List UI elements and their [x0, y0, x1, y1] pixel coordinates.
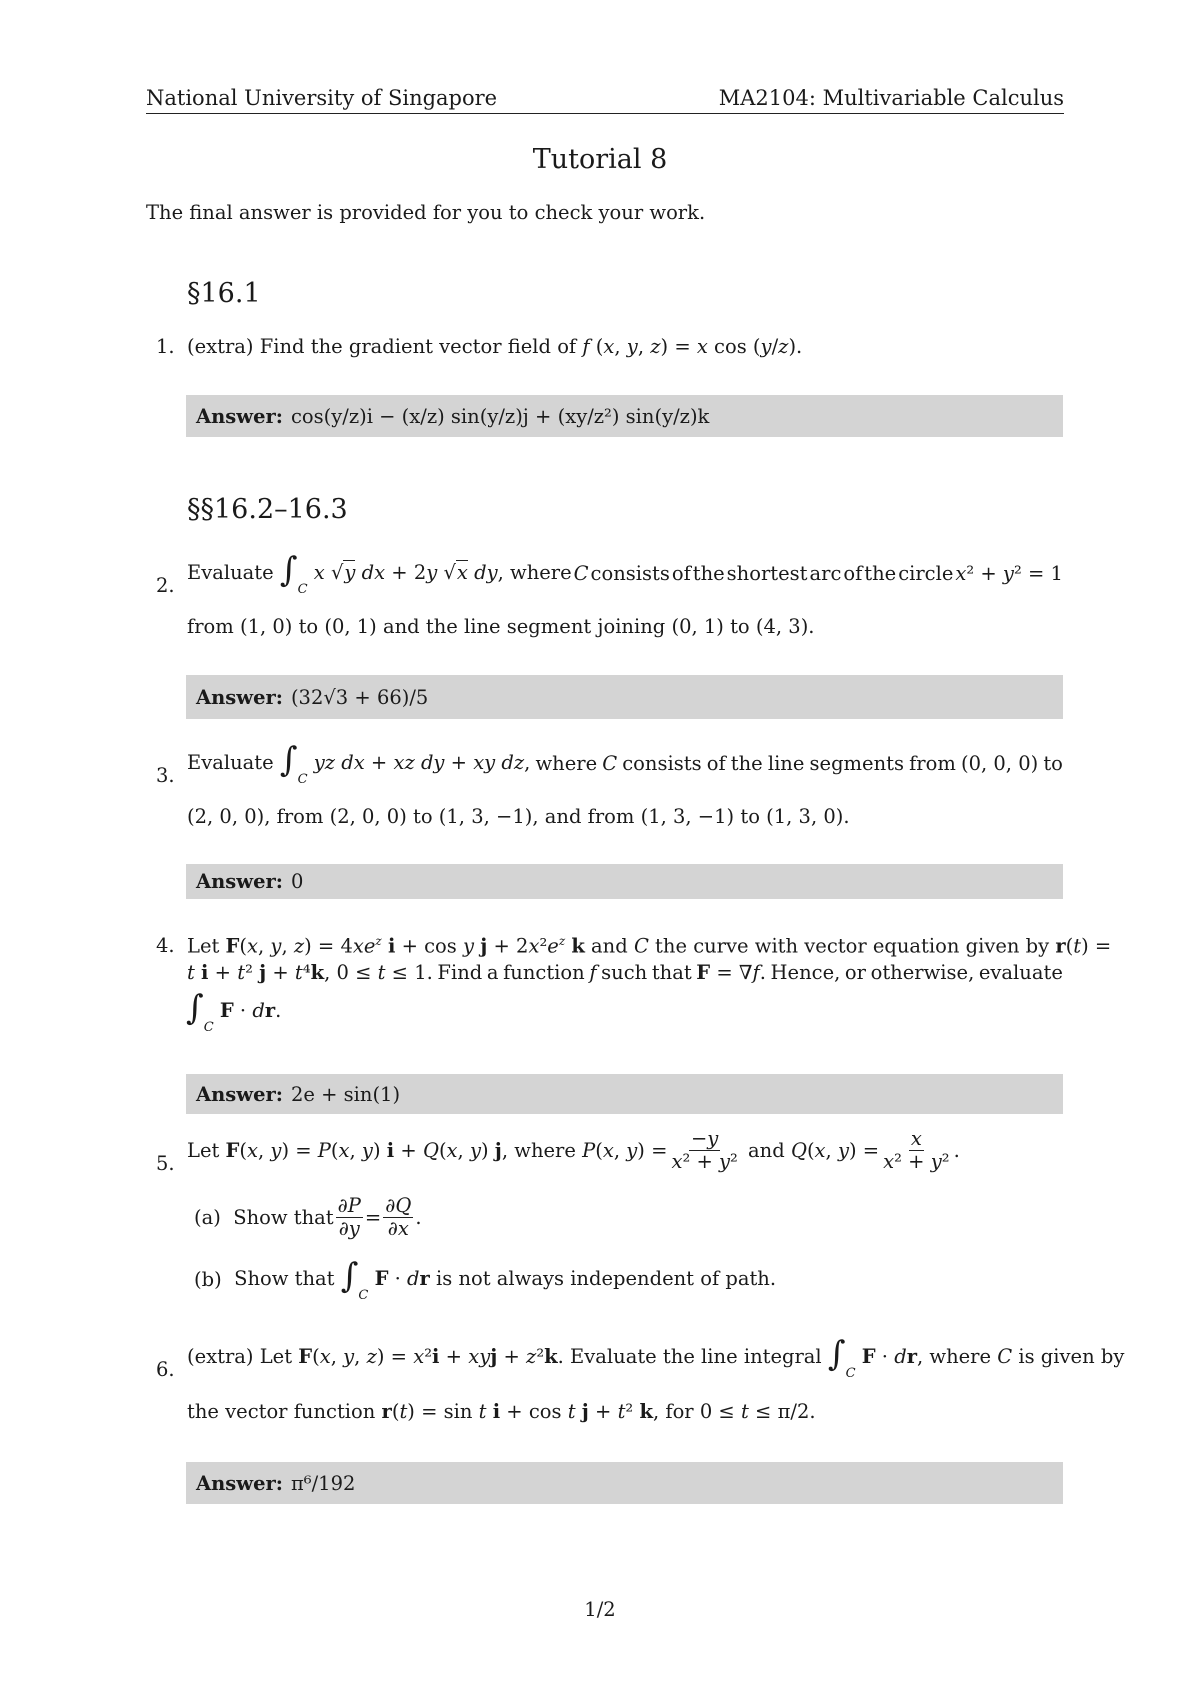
problem-4-line1: Let F(x, y, $z) = 4xe^z$ i + cos y $j + 2x^2e^z$ k and C the curve with vector equation given by r(t) = [187, 934, 1112, 958]
section-heading: §16.1 [187, 278, 261, 309]
problem-5-text: Let F(x, y) = P(x, y) i + Q(x, y) j, where P(x, y) = $\frac{-y}{\text{x² + y²}}$ and Q(x, y) = $\frac{x}{\text{x² + y²}}$ . [187, 1127, 960, 1174]
problem-number: 5. [156, 1152, 175, 1175]
answer-box [186, 395, 1063, 437]
problem-number: 4. [156, 934, 175, 957]
answer-box [186, 1074, 1063, 1114]
header-institution: National University of Singapore [146, 86, 498, 110]
problem-number: 6. [156, 1358, 175, 1381]
problem-4-line2: t i + t² j + t⁴k, 0 ≤ t ≤ 1. Find a function f such that F = ∇f. Hence, or otherwise, evaluate [187, 961, 1063, 984]
problem-3-line1: Evaluate $\int_C$ yz dx + xz dy + xy dz, where C consists of the line segments from (0, 0, 0) to [187, 740, 1063, 787]
answer-label: Answer: [196, 404, 283, 428]
problem-number: 3. [156, 764, 175, 787]
problem-2-line2: from (1, 0) to (0, 1) and the line segment joining (0, 1) to (4, 3). [187, 615, 815, 638]
answer-value: 0 [290, 870, 304, 893]
problem-1-text: (extra) Find the gradient vector field of f (x, y, z) = x cos (y/z). [187, 335, 803, 358]
problem-6-line2: the vector function r(t) = sin t i + cos t j + t² k, for 0 ≤ t ≤ π/2. [187, 1400, 816, 1423]
problem-4-line3: $\int_C$ F · dr. [186, 988, 282, 1035]
problem-5a: (a) Show that $\frac{\partial P}{\partial y}$ = $\frac{\partial Q}{\partial x}$ . [194, 1194, 422, 1241]
sub-label: (b) [194, 1267, 222, 1291]
page-title: Tutorial 8 [532, 144, 668, 175]
answer-value: (32√3 + 66)/5 [290, 685, 429, 709]
answer-box [186, 675, 1063, 719]
answer-value: cos(y/z)i − (x/z) sin(y/z)j + (xy/z²) sin(y/z)k [290, 404, 710, 428]
intro-text: The final answer is provided for you to check your work. [146, 201, 706, 224]
answer-value: 2e + sin(1) [290, 1082, 401, 1106]
answer-value: π⁶/192 [290, 1471, 356, 1495]
problem-3-line2: (2, 0, 0), from (2, 0, 0) to (1, 3, −1), and from (1, 3, −1) to (1, 3, 0). [187, 805, 850, 828]
header-course: MA2104: Multivariable Calculus [718, 86, 1064, 110]
answer-label: Answer: [196, 870, 283, 893]
answer-box [186, 1462, 1063, 1504]
page-number: 1/2 [584, 1598, 616, 1621]
sub-label: (a) [194, 1206, 221, 1230]
problem-5b: (b) Show that $\int_C$ F · dr is not always independent of path. [194, 1256, 777, 1303]
header-rule [146, 113, 1064, 114]
answer-label: Answer: [196, 1082, 283, 1106]
answer-label: Answer: [196, 1471, 283, 1495]
answer-label: Answer: [196, 685, 283, 709]
answer-box [186, 864, 1063, 899]
problem-number: 2. [156, 574, 175, 597]
section-heading: §§16.2–16.3 [187, 494, 348, 525]
problem-number: 1. [156, 335, 175, 358]
problem-2-line1: Evaluate $\int_C$ x √y dx + 2y √x dy, where C consists of the shortest arc of the circle x² + y² = 1 [187, 550, 1063, 597]
problem-6-line1: (extra) Let F(x, y, z) = x²i + xyj + z²k. Evaluate the line integral $\int_C$ F · dr, where C is given by [187, 1334, 1125, 1381]
